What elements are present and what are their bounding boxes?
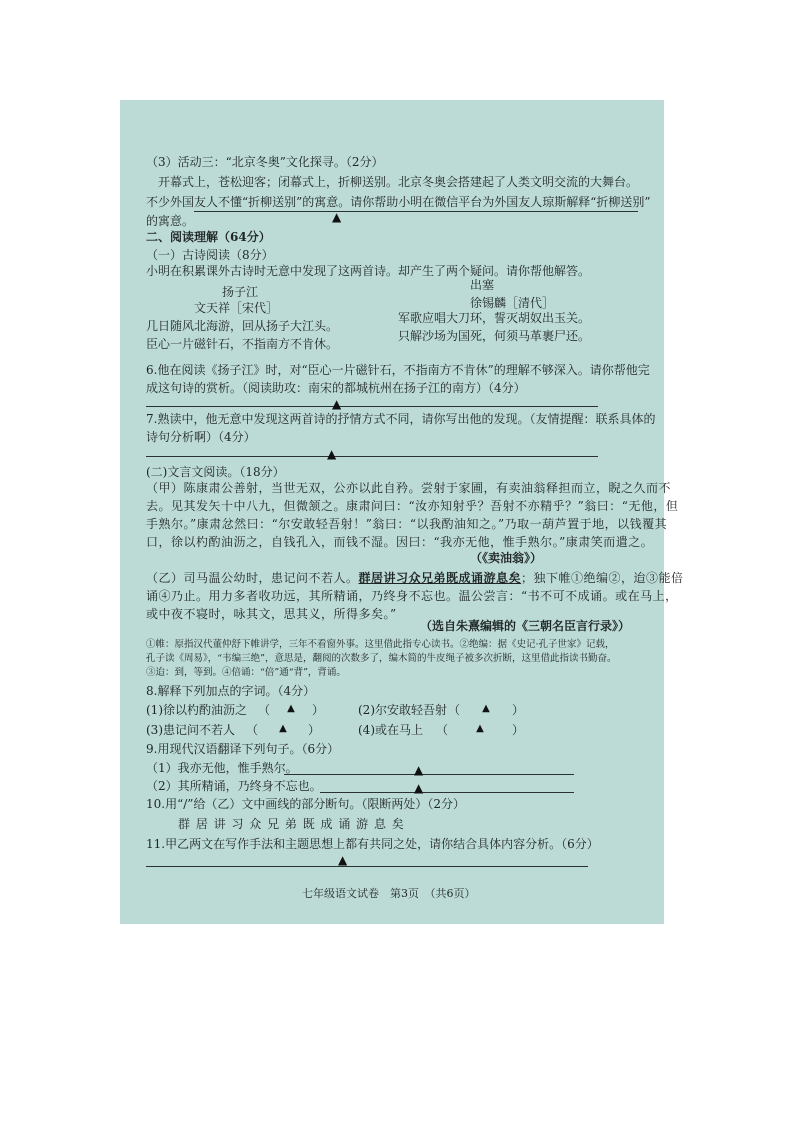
passage-yi [146, 570, 684, 586]
poem2-author: 徐锡麟［清代］ [470, 296, 555, 310]
passage-jia: （甲）陈康肃公善射，当世无双，公亦以此自矜。尝射于家圃，有卖油翁释担而立，睨之久而不 [146, 481, 672, 495]
passage-jia: 去。见其发矢十中八九，但微颔之。康肃问曰：“汝亦知射乎？吾射不亦精乎？”翁曰：“无他，但 [146, 499, 679, 513]
passage-yi: 或中夜不寝时，咏其文，思其义，所得多矣。” [146, 607, 397, 621]
poem1-author: 文天祥［宋代］ [194, 301, 279, 315]
answer-marker: ▲ [332, 210, 342, 224]
q8-item: (1)徐以杓酌油沥之 [146, 703, 247, 717]
q9-sentence: （2）其所精诵，乃终身不忘也。 [146, 779, 322, 793]
activity3-title: （3）活动三：“北京冬奥”文化探寻。（2分） [146, 155, 384, 169]
passage-yi-source: （选自朱熹编辑的《三朝名臣言行录》） [420, 619, 631, 633]
question-9: 9.用现代汉语翻译下列句子。（6分） [146, 742, 340, 756]
footnote: ①帷：原指汉代董仲舒下帷讲学，三年不看窗外事。这里借此指专心读书。②绝编：据《史记·孔子世家》记载， [146, 639, 615, 650]
question-10: 10.用“/”给（乙）文中画线的部分断句。（限断两处）（2分） [146, 797, 466, 811]
question-7: 7.熟读中，他无意中发现这两首诗的抒情方式不同，请你写出他的发现。（友情提醒：联系具体的 [146, 412, 656, 426]
q10-sentence: 群 居 讲 习 众 兄 弟 既 成 诵 游 息 矣 [178, 817, 405, 831]
answer-line [194, 211, 638, 212]
subsection-title: （一）古诗阅读（8分） [146, 248, 274, 262]
q8-item: (3)患记问不若人 [146, 723, 235, 737]
passage-yi: 诵④乃止。用力多者收功远，其所精诵，乃终身不忘也。温公尝言：“书不可不成诵。或在马上， [146, 589, 678, 603]
q8-item: (2)尔安敢轻吾射 [358, 703, 447, 717]
poem1-line: 几日随风北海游，回从扬子大江头。 [146, 319, 339, 333]
answer-line [320, 792, 574, 793]
answer-marker: ▲ [414, 781, 424, 795]
answer-line [146, 866, 588, 867]
q8-blank: （ ▲ ） [436, 723, 524, 737]
answer-marker: ▲ [332, 397, 342, 411]
q8-item: (4)或在马上 [358, 723, 423, 737]
answer-marker: ▲ [327, 447, 337, 461]
exam-page [120, 100, 684, 924]
question-8: 8.解释下列加点的字词。（4分） [146, 684, 316, 698]
passage-jia: 手熟尔。”康肃忿然曰：“尔安敢轻吾射！”翁曰：“以我酌油知之。”乃取一葫芦置于地，以钱覆其 [146, 517, 668, 531]
question-6: 6.他在阅读《扬子江》时，对“臣心一片磁针石，不指南方不肯休”的理解不够深入。请你帮他完 [146, 363, 650, 377]
section-title: 二、阅读理解（64分） [146, 230, 271, 244]
question-6-line2: 成这句诗的赏析。（阅读助攻：南宋的都城杭州在扬子江的南方）（4分） [146, 381, 526, 395]
answer-marker: ▲ [338, 853, 348, 867]
question-7-line2: 诗句分析啊）（4分） [146, 430, 256, 444]
q8-blank: （ ▲ ） [448, 703, 524, 717]
intro-text: 小明在积累课外古诗时无意中发现了这两首诗。却产生了两个疑问。请你帮他解答。 [146, 264, 591, 278]
answer-line [146, 406, 598, 407]
question-11: 11.甲乙两文在写作手法和主题思想上都有共同之处，请你结合具体内容分析。（6分） [146, 837, 599, 851]
poem2-title: 出塞 [470, 278, 495, 292]
footnote: ③迨：到，等到。④倍诵：“倍”通“背”，背诵。 [146, 667, 346, 678]
answer-line [284, 774, 574, 775]
underlined-phrase: 群居讲习众兄弟既成诵游息矣 [358, 571, 522, 585]
poem1-line: 臣心一片磁针石，不指南方不肯休。 [146, 337, 339, 351]
q8-blank: （ ▲ ） [246, 723, 320, 737]
footnote: 孔子读《周易》，“韦编三绝”，意思是，翻阅的次数多了，编木简的牛皮绳子被多次折断，这里借此指读书勤奋。 [146, 653, 617, 664]
passage-jia-source: （《卖油翁》） [470, 551, 543, 565]
page-footer: 七年级语文试卷 第3页 （共6页） [302, 887, 476, 900]
classical-title: (二)文言文阅读。（18分） [146, 465, 285, 479]
q9-sentence: （1）我亦无他，惟手熟尔。 [146, 761, 298, 775]
poem1-title: 扬子江 [222, 285, 259, 299]
answer-marker: ▲ [414, 763, 424, 777]
answer-line [146, 456, 598, 457]
poem2-line: 只解沙场为国死，何须马革裹尸还。 [398, 329, 591, 343]
activity3-paragraph-line: 开幕式上，苍松迎客；闭幕式上，折柳送别。北京冬奥会搭建起了人类文明交流的大舞台。 [158, 175, 639, 189]
poem2-line: 军歌应唱大刀环，誓灭胡奴出玉关。 [398, 311, 591, 325]
activity3-paragraph-line: 不少外国友人不懂“折柳送别”的寓意。请你帮助小明在微信平台为外国友人琼斯解释“折柳送别” [146, 195, 651, 209]
q8-blank: （ ▲ ） [258, 703, 324, 717]
passage-yi-text: ；独下帷①绝编②，迨③能倍 [521, 571, 684, 585]
passage-jia: 口，徐以杓酌油沥之，自钱孔入，而钱不湿。因曰：“我亦无他，惟手熟尔。”康肃笑而遣之。 [146, 535, 654, 549]
passage-yi-text: （乙）司马温公幼时，患记问不若人。 [146, 571, 359, 585]
activity3-paragraph-line: 的寓意。 [146, 214, 195, 228]
